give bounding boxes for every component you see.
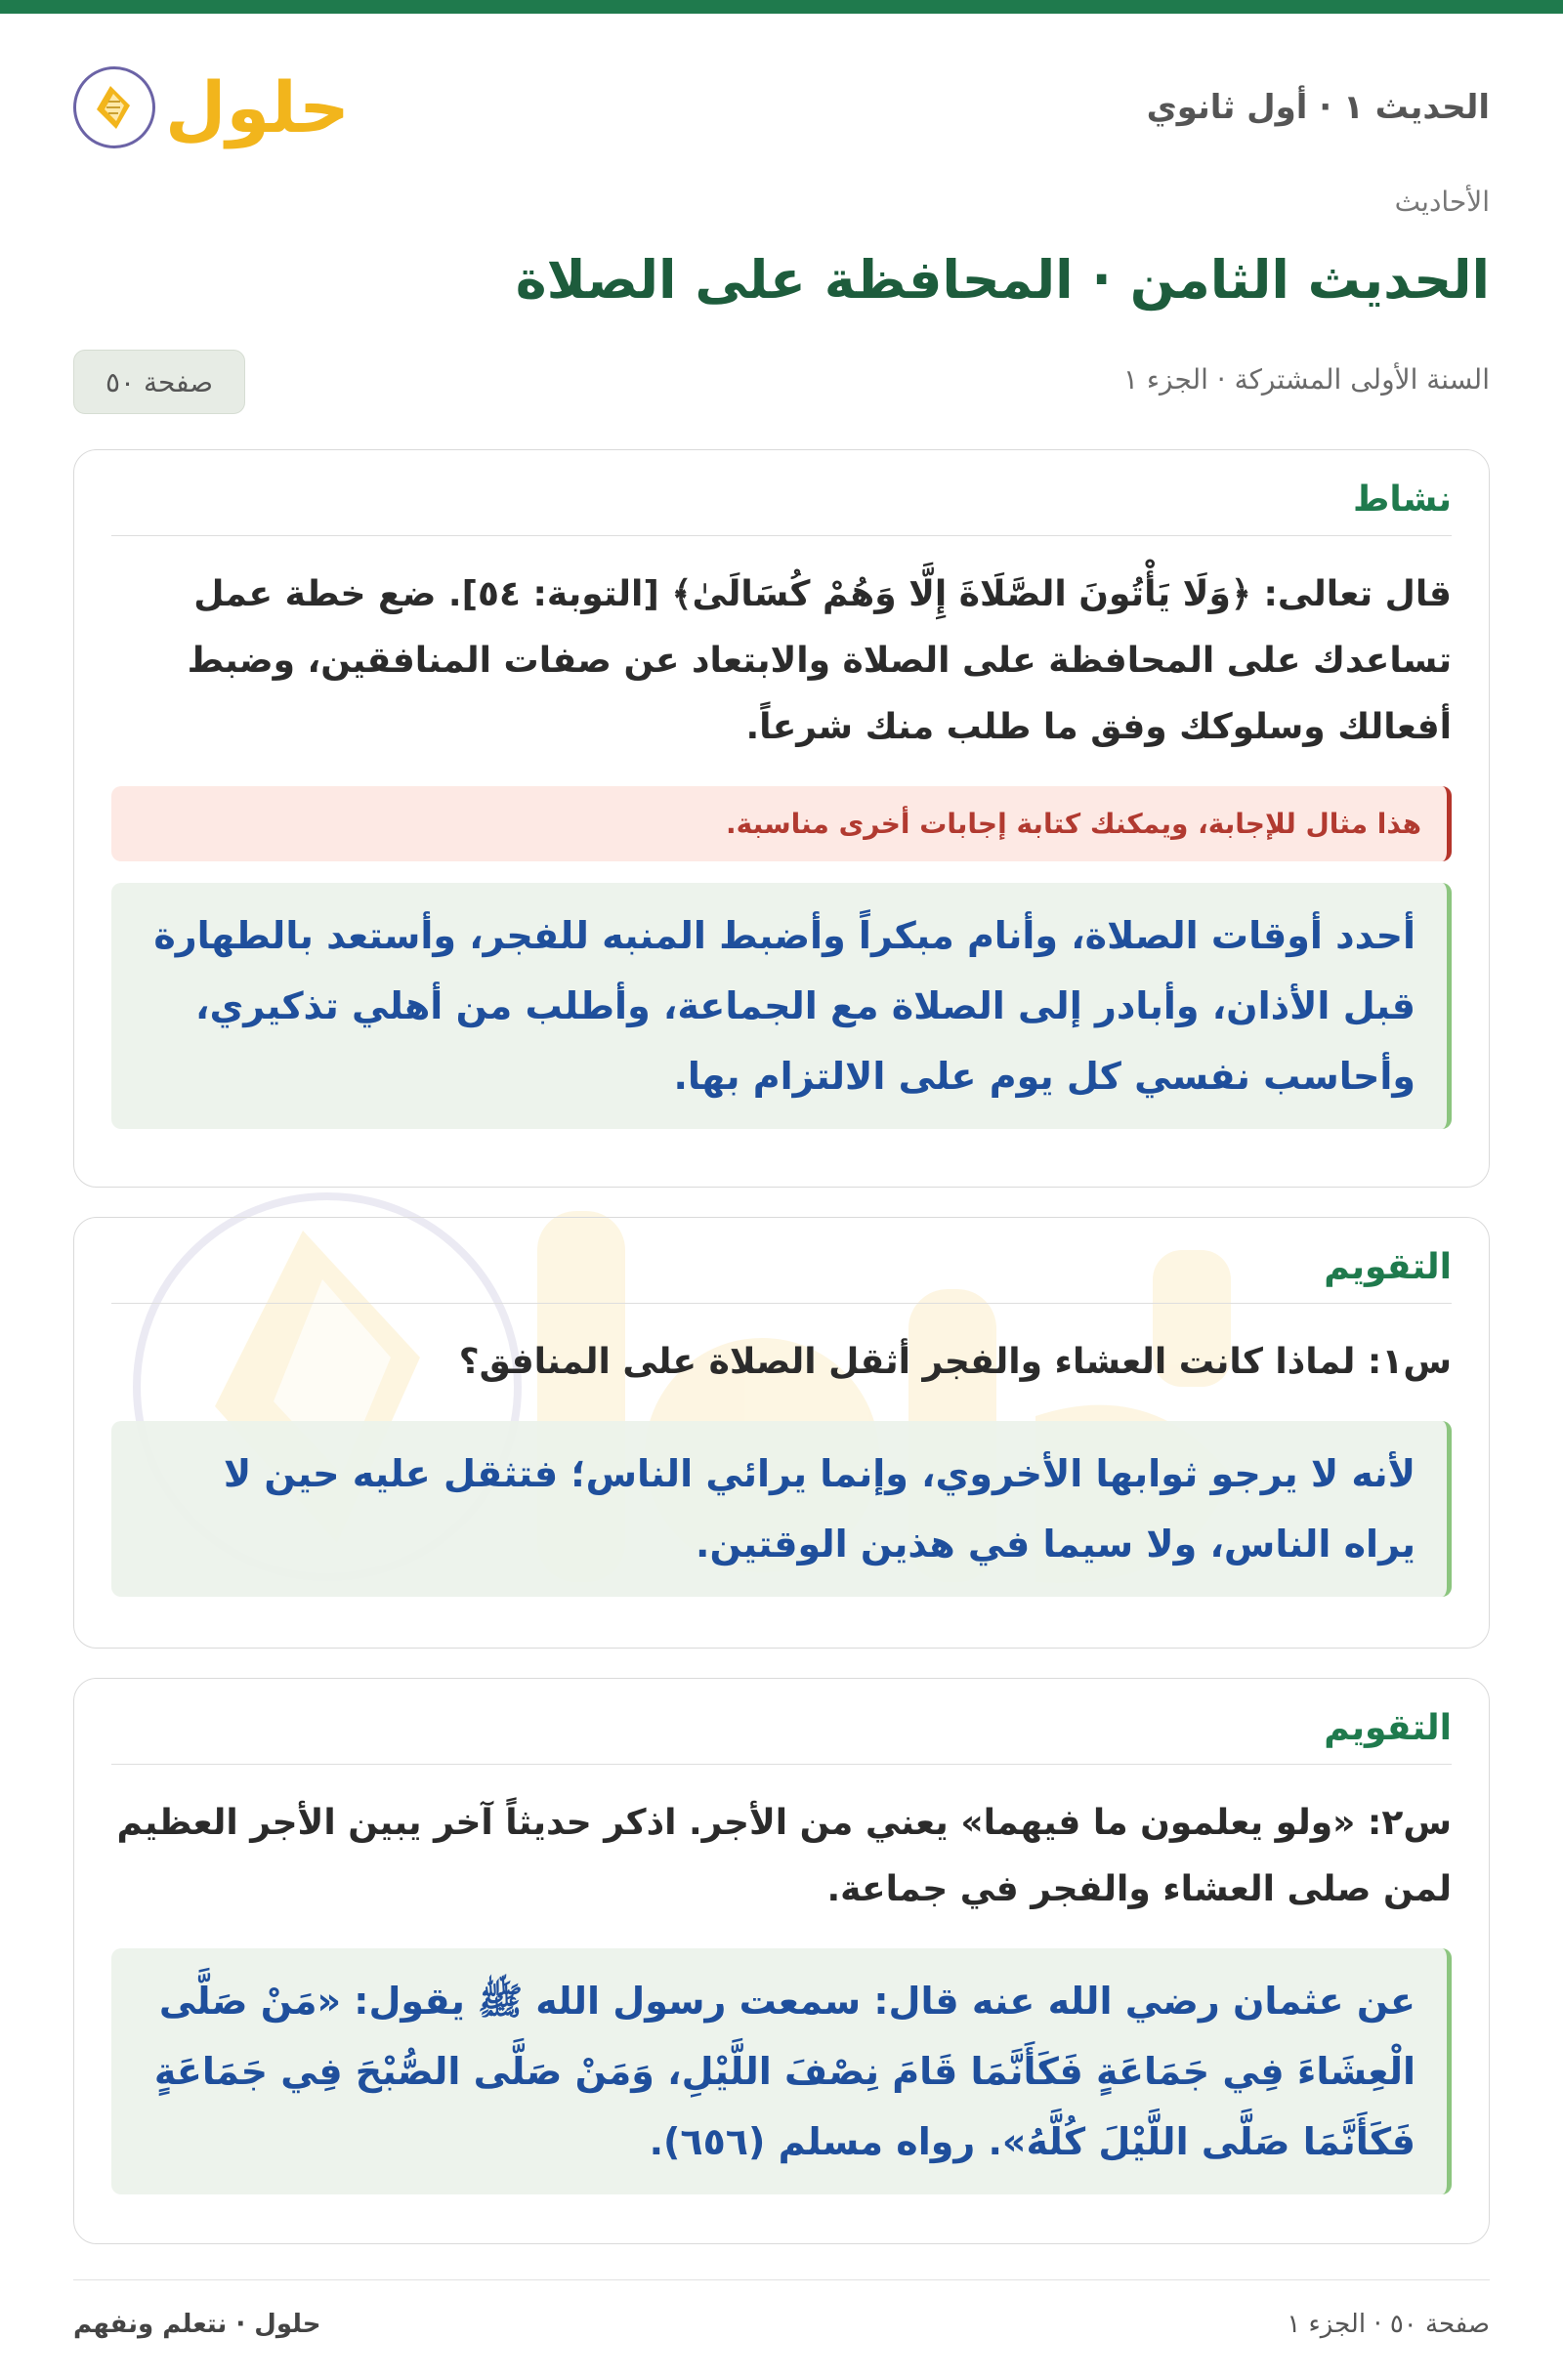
answer-note: هذا مثال للإجابة، ويمكنك كتابة إجابات أخرى مناسبة. [111,786,1452,861]
top-accent-bar [0,0,1563,14]
evaluation-question-2: س٢: «ولو يعلمون ما فيهما» يعني من الأجر. اذكر حديثاً آخر يبين الأجر العظيم لمن صلى العشاء والفجر في جماعة. [116,1803,1452,1909]
evaluation-answer-2: عن عثمان رضي الله عنه قال: سمعت رسول الله ﷺ يقول: «مَنْ صَلَّى الْعِشَاءَ فِي جَمَاعَةٍ فَكَأَنَّمَا قَامَ نِصْفَ اللَّيْلِ، وَمَنْ صَلَّى الصُّبْحَ فِي جَمَاعَةٍ فَكَأَنَّمَا صَلَّى اللَّيْلَ كُلَّهُ». رواه مسلم (٦٥٦). [111,1948,1452,2194]
header-title: الحديث ١ · أول ثانوي [1146,88,1490,127]
page-header [73,54,1490,161]
site-logo[interactable] [73,66,350,148]
page-number-badge: صفحة ٥٠ [73,350,245,414]
activity-card [73,449,1490,1188]
activity-question: قال تعالى: ﴿وَلَا يَأْتُونَ الصَّلَاةَ إِلَّا وَهُمْ كُسَالَىٰ﴾ [التوبة: ٥٤]. ضع خطة عمل تساعدك على المحافظة على الصلاة والابتعاد عن صفات المنافقين، وضبط أفعالك وسلوكك وفق ما طلب منك شرعاً. [187,574,1452,747]
evaluation-card-2 [73,1678,1490,2244]
footer-brand: حلول · نتعلم ونفهم [73,2310,321,2339]
activity-answer: أحدد أوقات الصلاة، وأنام مبكراً وأضبط المنبه للفجر، وأستعد بالطهارة قبل الأذان، وأبادر إلى الصلاة مع الجماعة، وأطلب من أهلي تذكيري، وأحاسب نفسي كل يوم على الالتزام بها. [111,883,1452,1129]
page-title: الحديث الثامن · المحافظة على الصلاة [515,249,1490,311]
card-label: نشاط [111,480,1452,536]
book-logo-icon [73,66,155,148]
evaluation-answer-1: لأنه لا يرجو ثوابها الأخروي، وإنما يرائي الناس؛ فتثقل عليه حين لا يراه الناس، ولا سيما في هذين الوقتين. [111,1421,1452,1597]
footer-divider [73,2279,1490,2280]
card-label: التقويم [111,1247,1452,1304]
logo-wordmark: حلول [165,66,350,148]
evaluation-question-1: س١: لماذا كانت العشاء والفجر أثقل الصلاة على المنافق؟ [458,1342,1452,1382]
page-meta: السنة الأولى المشتركة · الجزء ١ [1122,363,1490,396]
card-label: التقويم [111,1708,1452,1765]
evaluation-card-1 [73,1217,1490,1649]
footer-page-info: صفحة ٥٠ · الجزء ١ [1287,2310,1490,2339]
breadcrumb[interactable]: الأحاديث [1394,186,1490,218]
